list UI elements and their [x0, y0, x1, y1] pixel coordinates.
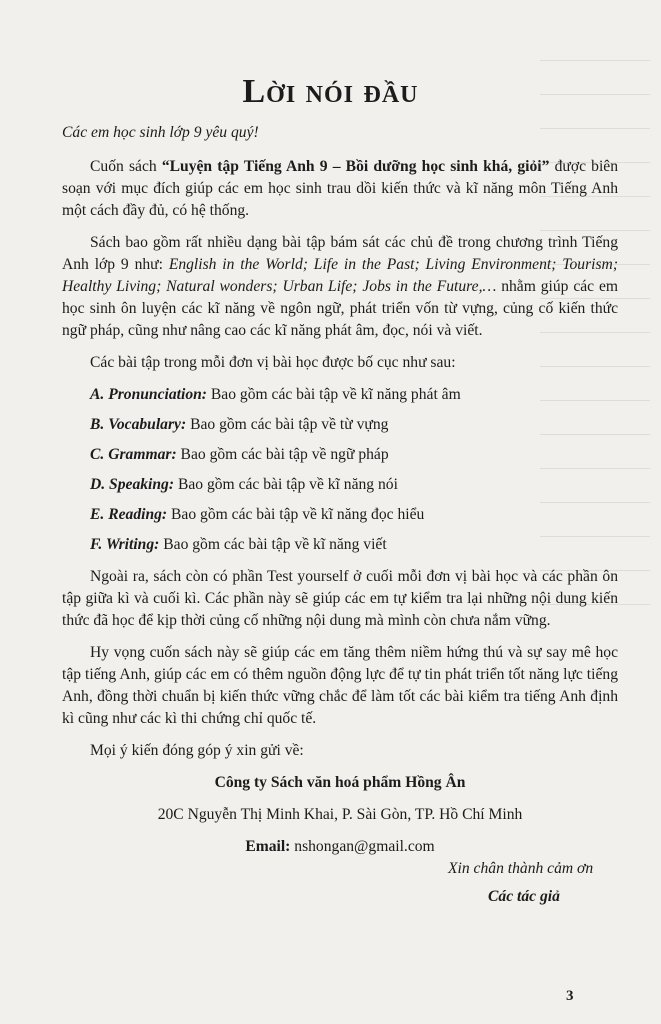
topics-suffix: nhằm giúp các em học sinh ôn luyện các kĩ năng về ngôn ngữ, phát triển vốn từ vựng, củng cố kiến thức ngữ pháp, cũng như nâng cao các kĩ năng phát âm, đọc, nói và viết.: [62, 278, 618, 339]
section-text: Bao gồm các bài tập về kĩ năng đọc hiểu: [167, 506, 425, 523]
section-label: E. Reading:: [90, 506, 168, 523]
section-label: A. Pronunciation:: [90, 386, 207, 403]
authors-signature: Các tác giả: [488, 888, 560, 905]
page-number: 3: [566, 988, 574, 1004]
section-grammar: [62, 444, 618, 466]
intro-suffix: được biên soạn với mục đích giúp các em học sinh trau dồi kiến thức và kĩ năng môn Tiếng Anh một cách đầy đủ, có hệ thống.: [62, 158, 619, 219]
greeting: Các em học sinh lớp 9 yêu quý!: [62, 124, 259, 141]
intro-paragraph: [62, 156, 618, 222]
section-label: C. Grammar:: [90, 446, 177, 463]
section-label: B. Vocabulary:: [90, 416, 187, 433]
topics-prefix: Sách bao gồm rất nhiều dạng bài tập bám sát các chủ đề trong chương trình Tiếng Anh lớp 9 như:: [62, 234, 618, 273]
section-text: Bao gồm các bài tập về kĩ năng phát âm: [206, 386, 461, 403]
intro-prefix: Cuốn sách: [90, 158, 162, 175]
email-address: nshongan@gmail.com: [290, 838, 435, 855]
section-text: Bao gồm các bài tập về từ vựng: [186, 416, 389, 433]
thanks-line: Xin chân thành cảm ơn: [448, 860, 594, 877]
page-title: Lời nói đầu: [242, 73, 419, 110]
section-writing: [62, 534, 618, 556]
section-label: D. Speaking:: [90, 476, 175, 493]
preface-body: [62, 122, 618, 868]
test-yourself-paragraph: Ngoài ra, sách còn có phần Test yourself ở cuối mỗi đơn vị bài học và các phần ôn tập giữa kì và cuối kì. Các phần này sẽ giúp các em tự kiểm tra lại những nội dung kiến thức đã học để kịp thời củng cố những nội dung mà mình còn chưa nắm vững.: [62, 568, 618, 629]
email-label: Email:: [245, 838, 291, 855]
book-title: “Luyện tập Tiếng Anh 9 – Bồi dưỡng học sinh khá, giỏi”: [161, 158, 550, 175]
section-text: Bao gồm các bài tập về kĩ năng nói: [174, 476, 398, 493]
feedback-paragraph: Mọi ý kiến đóng góp ý xin gửi về:: [90, 742, 304, 759]
structure-paragraph: Các bài tập trong mỗi đơn vị bài học được bố cục như sau:: [90, 354, 456, 371]
company-email: [62, 836, 618, 858]
section-vocabulary: [62, 414, 618, 436]
section-pronunciation: [62, 384, 618, 406]
hope-paragraph: Hy vọng cuốn sách này sẽ giúp các em tăng thêm niềm hứng thú và sự say mê học tập tiếng Anh, giúp các em có thêm nguồn động lực để tự tin phát triển tốt năng lực tiếng Anh, đồng thời chuẩn bị kiến thức vững chắc để làm tốt các bài kiểm tra tiếng Anh định kì cũng như các kì thi chứng chỉ quốc tế.: [62, 644, 618, 727]
section-text: Bao gồm các bài tập về ngữ pháp: [176, 446, 389, 463]
topics-list: English in the World; Life in the Past; Living Environment; Tourism; Healthy Living; Natural wonders; Urban Life; Jobs in the Future,…: [62, 256, 619, 295]
company-address: 20C Nguyễn Thị Minh Khai, P. Sài Gòn, TP. Hồ Chí Minh: [157, 806, 523, 823]
company-name: Công ty Sách văn hoá phẩm Hồng Ân: [214, 774, 466, 791]
section-label: F. Writing:: [90, 536, 160, 553]
section-text: Bao gồm các bài tập về kĩ năng viết: [159, 536, 387, 553]
topics-paragraph: [62, 232, 618, 342]
section-reading: [62, 504, 618, 526]
section-speaking: [62, 474, 618, 496]
